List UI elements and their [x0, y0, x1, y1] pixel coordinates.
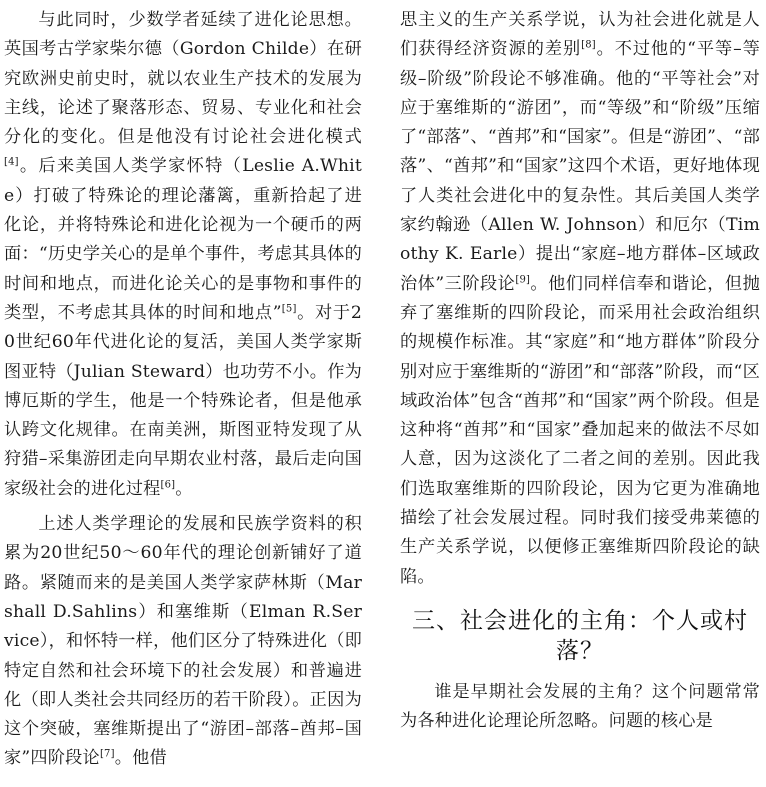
left-paragraph-1	[4, 6, 362, 504]
text-run: 。后来美国人类学家怀特（Leslie A.White）打破了特殊论的理论藩篱，重新拾起了进化论，并将特殊论和进化论视为一个硬币的两面：“历史学关心的是单个事件，考虑其具体的时间和地点，而进化论关心的是事物和事件的类型，不考虑其具体的时间和地点”	[4, 156, 362, 323]
text-run: 。	[175, 478, 193, 499]
text-run: 。他借	[114, 748, 167, 769]
right-paragraph-1	[400, 6, 760, 592]
right-paragraph-2: 谁是早期社会发展的主角？这个问题常常为各种进化论理论所忽略。问题的核心是	[400, 681, 760, 732]
citation-7[interactable]: [7]	[99, 748, 115, 760]
citation-5[interactable]: [5]	[281, 303, 297, 315]
section-heading: 三、社会进化的主角：个人或村落？	[412, 607, 748, 664]
citation-4[interactable]: [4]	[4, 156, 19, 168]
left-column	[4, 6, 362, 774]
text-run: 与此同时，少数学者延续了进化论思想。英国考古学家柴尔德（Gordon Childe）在研究欧洲史前史时，就以农业生产技术的发展为主线，论述了聚落形态、贸易、专业化和社会分化的变化。但是他没有讨论社会进化模式	[4, 10, 362, 148]
text-run: 。不过他的“平等–等级–阶级”阶段论不够准确。他的“平等社会”对应于塞维斯的“游团”，而“等级”和“阶级”压缩了“部落”、“酋邦”和“国家”。但是“游团”、“部落”、“酋邦”和“国家”这四个术语，更好地体现了人类社会进化中的复杂性。其后美国人类学家约翰逊（Allen W. Johnson）和厄尔（Timothy K. Earle）提出“家庭–地方群体–区域政治体”三阶段论	[400, 39, 760, 294]
citation-6[interactable]: [6]	[160, 479, 176, 491]
text-run: 。他们同样信奉和谐论，但抛弃了塞维斯的四阶段论，而采用社会政治组织的规模作标准。其“家庭”和“地方群体”阶段分别对应于塞维斯的“游团”和“部落”阶段，而“区域政治体”包含“酋邦”和“国家”两个阶段。但是这种将“酋邦”和“国家”叠加起来的做法不尽如人意，因为这淡化了二者之间的差别。因此我们选取塞维斯的四阶段论，因为它更为准确地描绘了社会发展过程。同时我们接受弗莱德的生产关系学说，以便修正塞维斯四阶段论的缺陷。	[400, 273, 760, 587]
left-paragraph-2	[4, 510, 362, 774]
citation-8[interactable]: [8]	[581, 39, 596, 51]
citation-9[interactable]: [9]	[515, 273, 531, 285]
right-column	[400, 6, 760, 737]
text-run: 上述人类学理论的发展和民族学资料的积累为20世纪50～60年代的理论创新铺好了道路。紧随而来的是美国人类学家萨林斯（Marshall D.Sahlins）和塞维斯（Elman R.Service），和怀特一样，他们区分了特殊进化（即特定自然和社会环境下的社会发展）和普遍进化（即人类社会共同经历的若干阶段）。正因为这个突破，塞维斯提出了“游团–部落–酋邦–国家”四阶段论	[4, 514, 362, 769]
text-run: 。对于20世纪60年代进化论的复活，美国人类学家斯图亚特（Julian Steward）也功劳不小。作为博厄斯的学生，他是一个特殊论者，但是他承认跨文化规律。在南美洲，斯图亚特发现了从狩猎–采集游团走向早期农业村落，最后走向国家级社会的进化过程	[4, 302, 362, 499]
text-run: 思主义的生产关系学说，认为社会进化就是人们获得经济资源的差别	[400, 10, 760, 60]
